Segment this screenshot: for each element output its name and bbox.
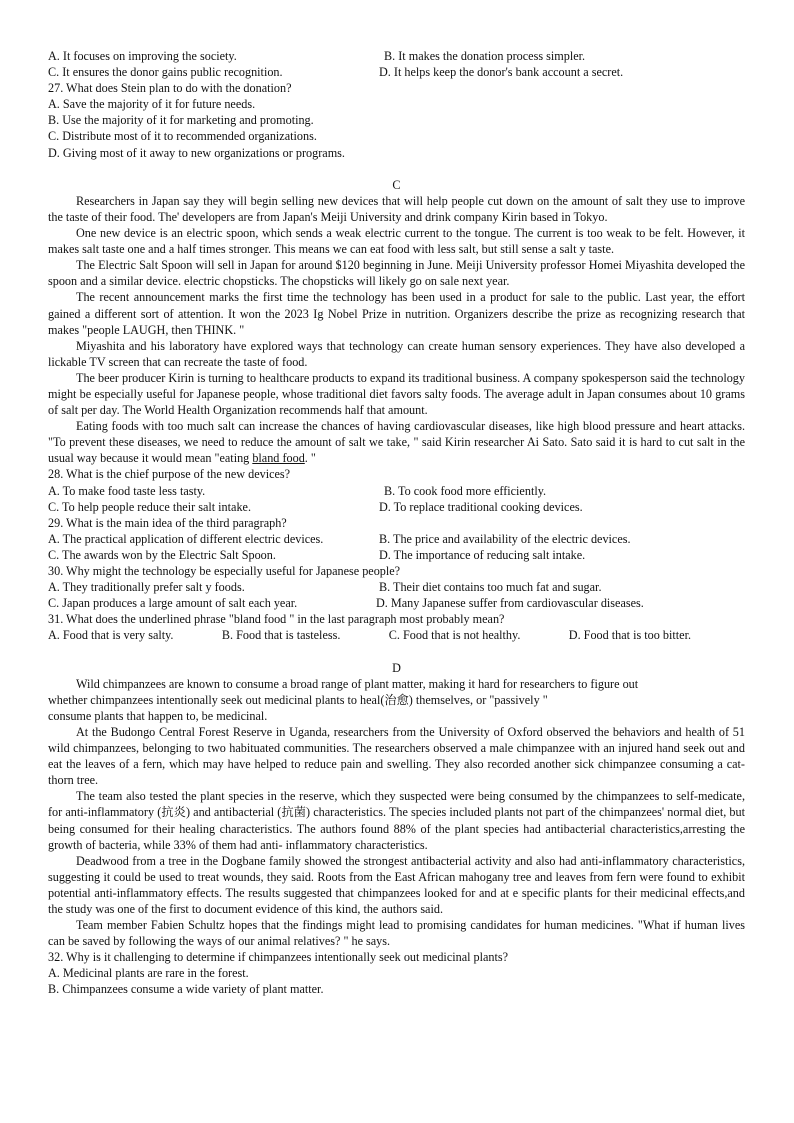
option-c: C. Distribute most of it to recommended organizations. <box>48 129 317 144</box>
option-b: B. Their diet contains too much fat and sugar. <box>379 580 602 595</box>
paragraph-text: Eating foods with too much salt can increase the chances of having cardiovascular diseases, like high blood pressure and heart attacks. "To prevent these diseases, we need to reduce the amount of salt we take, " said Kirin researcher Ai Sato. Sato said it is hard to cut salt in the usual way because it would mean "eating <box>48 419 745 466</box>
option-a: A. Medicinal plants are rare in the forest. <box>48 966 249 981</box>
passage-line: Wild chimpanzees are known to consume a broad range of plant matter, making it hard for researchers to figure out <box>76 676 639 691</box>
option-b: B. It makes the donation process simpler. <box>384 49 586 63</box>
option-a: A. To make food taste less tasty. <box>48 483 206 498</box>
passage-line: whether chimpanzees intentionally seek out medicinal plants to heal(治愈) themselves, or "passively " <box>48 692 548 707</box>
passage-paragraph: At the Budongo Central Forest Reserve in Uganda, researchers from the University of Oxford observed the behaviors and health of 51 wild chimpanzees, belonging to two habituated communities. The researchers observed a male chimpanzee with an injured hand seek out and eat the leaves of a fern, which may have helped to reduce pain and swelling. They also recorded another sick chimpanzee consuming a cat-thorn tree. <box>48 724 745 788</box>
option-d: D. Many Japanese suffer from cardiovascular diseases. <box>376 596 644 611</box>
option-a: A. They traditionally prefer salt y foods. <box>48 580 245 595</box>
passage-paragraph: The team also tested the plant species in the reserve, which they suspected were being consumed by the chimpanzees to self-medicate, for anti-inflammatory (抗炎) and antibacterial (抗菌) characteristics. The species included plants not part of the chimpanzees' normal diet, but being consumed for their healing characteristics. The authors found 88% of the plant species had antibacterial characteristics,arresting the growth of bacteria, while 33% of them had anti- inflammatory characteristics. <box>48 789 745 852</box>
option-row <box>48 48 745 64</box>
option-a: A. It focuses on improving the society. <box>48 49 237 63</box>
option-b: B. Food that is tasteless. <box>221 628 341 643</box>
section-d-heading: D <box>392 660 401 675</box>
passage-paragraph: The recent announcement marks the first time the technology has been used in a product for sale to the public. Last year, the effort gained a different sort of attention. It won the 2023 Ig Nobel Prize in nutrition. Organizers describe the prize as recognizing research that makes "people LAUGH, then THINK. " <box>48 290 745 337</box>
option-c: C. It ensures the donor gains public recognition. <box>48 65 283 80</box>
option-row <box>48 499 745 515</box>
option-row <box>48 483 745 499</box>
option-b: B. Use the majority of it for marketing and promoting. <box>48 113 314 128</box>
section-c-heading: C <box>392 177 401 192</box>
question-31-stem: 31. What does the underlined phrase "bland food " in the last paragraph most probably mean? <box>48 612 505 627</box>
passage-paragraph-last <box>48 418 745 466</box>
option-row <box>48 64 745 80</box>
passage-paragraph: Miyashita and his laboratory have explored ways that technology can create human sensory experiences. They have also developed a lickable TV screen that can recreate the taste of food. <box>48 338 745 369</box>
option-c: C. Food that is not healthy. <box>388 628 521 643</box>
option-a: A. Save the majority of it for future needs. <box>48 97 256 112</box>
option-d: D. Giving most of it away to new organizations or programs. <box>48 145 345 160</box>
passage-paragraph: The beer producer Kirin is turning to healthcare products to expand its traditional business. A company spokesperson said the technology might be especially useful for Japanese people, whose traditional diet favors salty foods. The average adult in Japan consumes about 10 grams of salt per day. The World Health Organization recommends half that amount. <box>48 370 745 418</box>
option-c: C. Japan produces a large amount of salt each year. <box>48 596 298 611</box>
option-row <box>48 627 691 643</box>
question-30-stem: 30. Why might the technology be especially useful for Japanese people? <box>48 564 401 578</box>
option-row <box>48 579 745 595</box>
option-b: B. To cook food more efficiently. <box>384 483 547 498</box>
option-row <box>48 531 745 547</box>
passage-line: consume plants that happen to, be medicinal. <box>48 708 268 723</box>
underlined-phrase: bland food <box>252 451 305 466</box>
question-32-stem: 32. Why is it challenging to determine if chimpanzees intentionally seek out medicinal plants? <box>48 950 509 965</box>
option-b: B. Chimpanzees consume a wide variety of plant matter. <box>48 982 324 997</box>
passage-paragraph: Team member Fabien Schultz hopes that the findings might lead to promising candidates for human medicines. "What if human lives can be saved by following the ways of our animal relatives? " he says. <box>48 918 745 949</box>
option-row <box>48 595 745 611</box>
passage-paragraph: Researchers in Japan say they will begin selling new devices that will help people cut down on the amount of salt they use to improve the taste of their food. The' developers are from Japan's Meiji University and drink company Kirin based in Tokyo. <box>48 193 745 224</box>
option-c: C. To help people reduce their salt intake. <box>48 499 251 514</box>
option-row <box>48 547 745 563</box>
exam-page <box>48 48 745 998</box>
option-a: A. The practical application of different electric devices. <box>48 531 324 546</box>
passage-paragraph: Deadwood from a tree in the Dogbane family showed the strongest antibacterial activity and also had anti-inflammatory characteristics, suggesting it could be used to treat wounds, they said. Roots from the East African mahogany tree and leaves from fern were found to exhibit potential anti-inflammatory effects. The results suggested that chimpanzees looked for and at e specific plants for their medicinal effects,and the study was one of the first to document evidence of this kind, the authors said. <box>48 853 745 916</box>
option-d: D. To replace traditional cooking devices. <box>379 499 583 514</box>
option-a: A. Food that is very salty. <box>48 628 174 643</box>
paragraph-text: . " <box>304 451 316 466</box>
option-d: D. Food that is too bitter. <box>568 628 691 643</box>
passage-paragraph: The Electric Salt Spoon will sell in Japan for around $120 beginning in June. Meiji University professor Homei Miyashita developed the spoon and a similar device. electric chopsticks. The chopsticks will likely go on sale next year. <box>48 258 745 289</box>
question-29-stem: 29. What is the main idea of the third paragraph? <box>48 515 287 530</box>
option-c: C. The awards won by the Electric Salt Spoon. <box>48 547 276 562</box>
passage-paragraph: One new device is an electric spoon, which sends a weak electric current to the tongue. The current is too weak to be felt. However, it makes salt taste one and a half times stronger. This means we can eat food with less salt, but still sense a salt y taste. <box>48 226 745 257</box>
option-d: D. It helps keep the donor's bank account a secret. <box>379 65 624 80</box>
question-28-stem: 28. What is the chief purpose of the new devices? <box>48 467 291 482</box>
question-27-stem: 27. What does Stein plan to do with the donation? <box>48 81 292 96</box>
option-b: B. The price and availability of the electric devices. <box>379 531 631 546</box>
option-d: D. The importance of reducing salt intake. <box>379 547 586 562</box>
